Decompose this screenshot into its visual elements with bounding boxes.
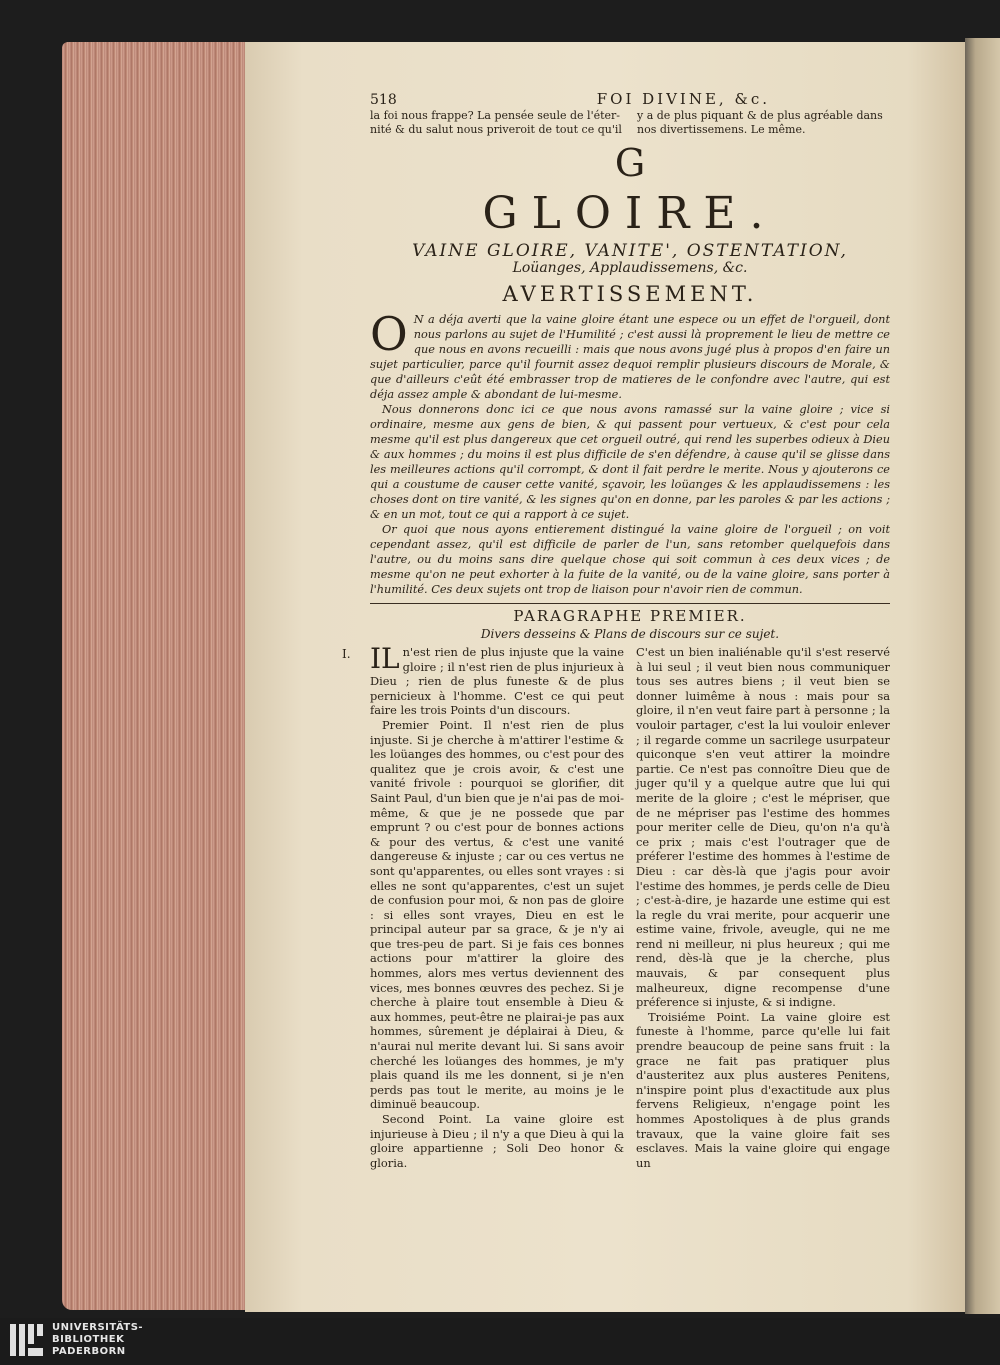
avertissement-title: AVERTISSEMENT. (502, 282, 758, 306)
intro-paragraph-3: Or quoi que nous ayons entierement distingué la vaine gloire de l'orgueil ; on voit cependant assez, qu'il est difficile de parler de l'un, sans retomber quelquefois dans l'autre, ou du moins sans dire quelque chose qui soit commun à ces deux vices ; de mesme qu'on ne peut exhorter à la fuite de la vanité, ou de la vaine gloire, sans porter à l'humilité. Ces deux sujets ont trop de liaison pour n'avoir rien de commun. (370, 523, 890, 596)
section-subtitle-2: Loüanges, Applaudissemens, &c. (512, 260, 748, 276)
page-number: 518 (370, 92, 397, 108)
avertissement-body (370, 307, 890, 597)
logo-line-3: PADERBORN (52, 1346, 126, 1357)
logo-line-1: UNIVERSITÄTS- (52, 1322, 144, 1333)
running-title: FOI DIVINE, &c. (596, 90, 770, 108)
paragraph-heading: PARAGRAPHE PREMIER. (513, 607, 747, 625)
right-paragraph-2: Troisiéme Point. La vaine gloire est funeste à l'homme, parce qu'elle lui fait prendre beaucoup de peine sans fruit : la grace ne fait pas pratiquer plus d'austeritez aux plus austeres Penitens, n'inspire point plus d'exactitude aux plus fervens Religieux, n'engage point les hommes Apostoliques à de plus grands travaux, que la vaine gloire fait ses esclaves. Mais la vaine gloire qui engage un (636, 1009, 890, 1170)
section-subtitle: VAINE GLOIRE, VANITE', OSTENTATION, (412, 241, 848, 261)
intro-paragraph-2: Nous donnerons donc ici ce que nous avons ramassé sur la vaine gloire ; vice si ordinaire, mesme aux gens de bien, & qui passent pour vertueux, & c'est pour cela mesme qu'il est plus dangereux que cet orgueil outré, qui rend les superbes odieux à Dieu & aux hommes ; du moins il est plus difficile de s'en défendre, à cause qu'il se glisse dans les meilleures actions qu'il corrompt, & dont il fait perdre le merite. Nous y ajouterons ce qui a coustume de causer cette vanité, sçavoir, les loüanges & les applaudissemens : les choses dont on tire vanité, & les signes qu'on en donne, par les paroles & par les actions ; & en un mot, tout ce qui a rapport à ce sujet. (370, 403, 890, 521)
left-paragraph-1 (370, 642, 624, 718)
left-text-1: n'est rien de plus injuste que la vaine gloire ; il n'est rien de plus injurieux à Dieu ; rien de plus funeste & de plus pernicieux à l'homme. C'est ce qui peut faire les trois Points d'un discours. (370, 645, 624, 718)
section-title: GLOIRE. (482, 188, 778, 239)
left-paragraph-2: Premier Point. Il n'est rien de plus injuste. Si je cherche à m'attirer l'estime & les loüanges des hommes, ou c'est pour des qualitez que je crois avoir, & c'est une vanité frivole : pourquoi se glorifier, dit Saint Paul, d'un bien que je n'ai pas de moi-même, & que je ne possede que par emprunt ? ou c'est pour de bonnes actions & pour des vertus, & c'est une vanité dangereuse & injuste ; car ou ces vertus ne sont qu'apparentes, ou elles sont vrayes : si elles ne sont qu'apparentes, c'est un sujet de confusion pour moi, & non pas de gloire : si elles sont vrayes, Dieu en est le principal auteur par sa grace, & je n'y ai que tres-peu de part. Si je fais ces bonnes actions pour m'attirer la gloire des hommes, alors mes vertus deviennent des vices, mes bonnes œuvres des pechez. Si je cherche à plaire tout ensemble à Dieu & aux hommes, peut-être ne plairai-je pas aux hommes, sûrement je déplairai à Dieu, & n'aurai nul merite devant lui. Si sans avoir cherché les loüanges des hommes, je m'y plais quand ils me les donnent, si je n'en perds pas tout le merite, au moins je le diminuë beaucoup. (370, 717, 624, 1112)
drop-cap-il: IL (370, 642, 400, 675)
intro-paragraph-1 (370, 307, 890, 402)
library-logo-icon (8, 1322, 44, 1358)
right-column (636, 645, 890, 1170)
book-page (245, 42, 965, 1312)
section-letter: G (614, 141, 646, 185)
paragraph-subheading: Divers desseins & Plans de discours sur ce sujet. (480, 627, 780, 641)
next-page-edge (965, 38, 1000, 1314)
library-logo-text (52, 1322, 143, 1358)
logo-line-2: BIBLIOTHEK (52, 1334, 125, 1345)
left-paragraph-3: Second Point. La vaine gloire est injurieuse à Dieu ; il n'y a que Dieu à qui la gloire appartienne ; Soli Deo honor & gloria. (370, 1112, 624, 1170)
running-head (370, 90, 890, 108)
carryover-left: la foi nous frappe? La pensée seule de l'éter- nité & du salut nous priveroit de tout ce qu'il (370, 109, 622, 136)
drop-cap: O (370, 307, 408, 361)
page-content (342, 90, 890, 1170)
section-numeral: I. (342, 647, 351, 661)
carryover-text (370, 109, 890, 137)
divider (370, 603, 890, 604)
right-paragraph-1: C'est un bien inaliénable qu'il s'est reservé à lui seul ; il veut bien nous communiquer tous ses autres biens ; il veut bien se donner luimême à nous : mais pour sa gloire, il n'en veut faire part à personne ; la vouloir partager, c'est la lui vouloir enlever ; il regarde comme un sacrilege usurpateur quiconque s'en veut attirer la moindre partie. Ce n'est pas connoître Dieu que de juger qu'il y a quelque autre que lui qui merite de la gloire ; c'est le mépriser, que de ne mépriser pas l'estime des hommes pour meriter celle de Dieu, qu'on n'a qu'à ce prix ; mais c'est l'outrager que de préferer l'estime des hommes à l'estime de Dieu : car dès-là que j'agis pour avoir l'estime des hommes, je perds celle de Dieu ; c'est-à-dire, je hazarde une estime qui est la regle du vrai merite, pour acquerir une estime vaine, frivole, aveugle, qui ne me rend ni meilleur, ni plus heureux ; qui me rend, dès-là que je la cherche, plus mauvais, & par consequent plus malheureux, digne recompense d'une préference si injuste, & si indigne. (636, 645, 890, 1010)
two-column-body (342, 642, 890, 1170)
book-page-edges (62, 42, 247, 1310)
library-logo (8, 1318, 143, 1362)
left-column (370, 642, 624, 1170)
intro-text-1: N a déja averti que la vaine gloire étant une espece ou un effet de l'orgueil, dont nous parlons au sujet de l'Humilité ; c'est aussi là proprement le lieu de mettre ce que nous en avons recueilli : mais que nous avons jugé plus à propos d'en faire un sujet particulier, parce qu'il fournit assez dequoi remplir plusieurs discours de Morale, & que d'ailleurs c'eût été embrasser trop de matieres de le confondre avec l'autre, qui est déja assez ample & abondant de lui-mesme. (370, 313, 890, 401)
carryover-right: y a de plus piquant & de plus agréable dans nos divertissemens. Le même. (637, 109, 883, 136)
